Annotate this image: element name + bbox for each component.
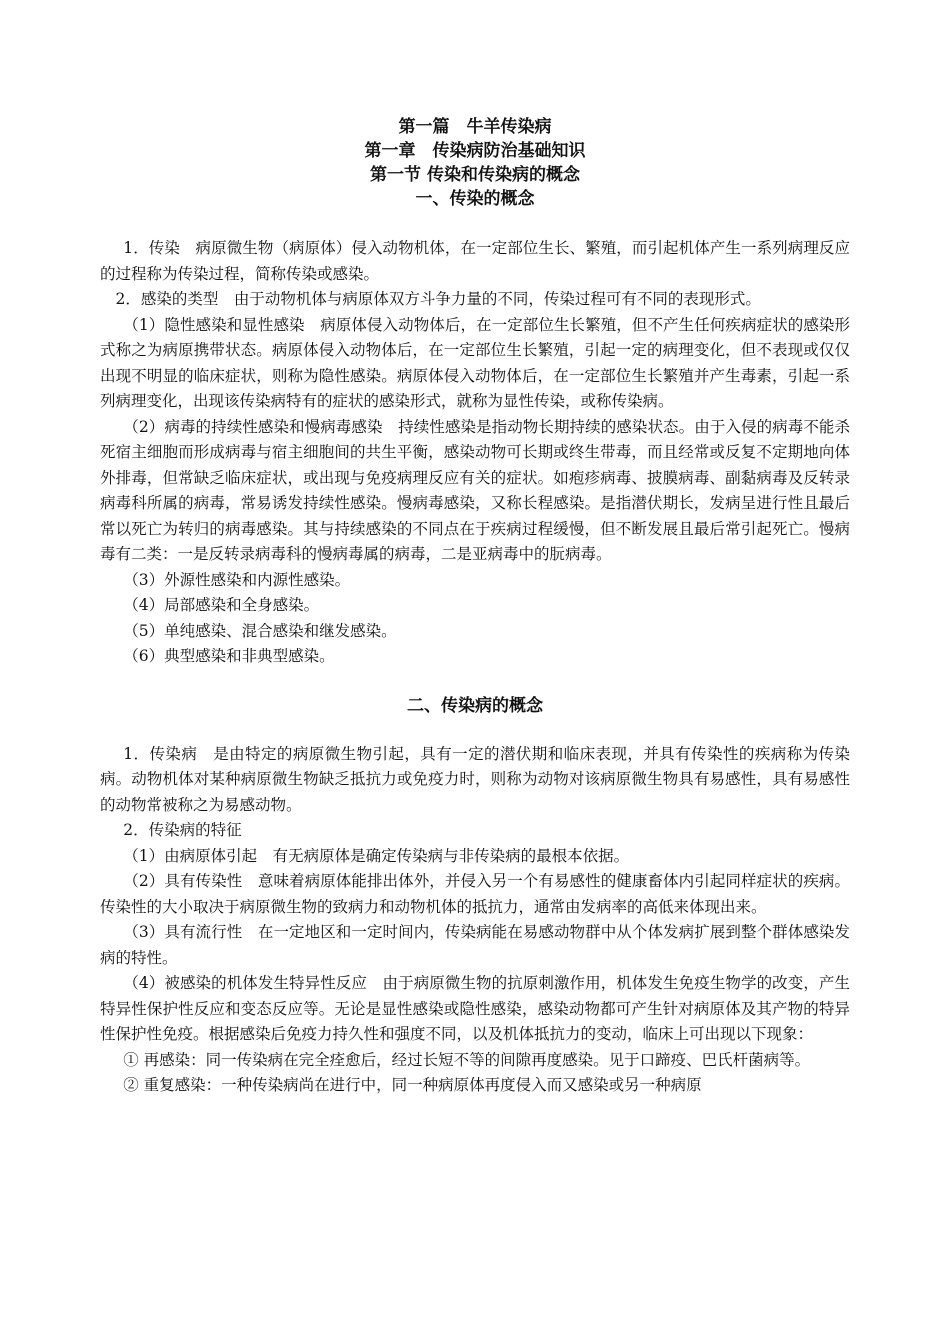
list-item: ① 再感染：同一传染病在完全痊愈后，经过长短不等的间隙再度感染。见于口蹄疫、巴氏杆菌病等。 [123,1050,811,1069]
paragraph: 1．传染 病原微生物（病原体）侵入动物机体，在一定部位生长、繁殖，而引起机体产生一系列病理反应的过程称为传染过程，简称传染或感染。 [100,239,850,283]
paragraph: （1）由病原体引起 有无病原体是确定传染病与非传染病的最根本依据。 [123,846,630,865]
part-title: 第一篇 牛羊传染病 [398,117,552,137]
paragraph: 1．传染病 是由特定的病原微生物引起，具有一定的潜伏期和临床表现，并具有传染性的疾病称为传染病。动物机体对某种病原微生物缺乏抵抗力或免疫力时，则称为动物对该病原微生物具有易感性，具有易感性的动物常被称之为易感动物。 [100,744,850,814]
chapter-title: 第一章 传染病防治基础知识 [364,141,586,161]
list-item: （3）外源性感染和内源性感染。 [123,570,351,589]
document-body [100,236,850,1099]
subsection-title-2: 二、传染病的概念 [407,695,543,716]
paragraph: （1）隐性感染和显性感染 病原体侵入动物体后，在一定部位生长繁殖，但不产生任何疾病症状的感染形式称之为病原携带状态。病原体侵入动物体后，在一定部位生长繁殖，引起一定的病理变化，但不表现或仅仅出现不明显的临床症状，则称为隐性感染。病原体侵入动物体后，在一定部位生长繁殖并产生毒素，引起一系列病理变化，出现该传染病特有的症状的感染形式，就称为显性传染，或称传染病。 [100,315,850,410]
subsection-title-1: 一、传染的概念 [415,189,535,209]
list-item: （4）局部感染和全身感染。 [123,596,320,614]
heading-block [0,115,950,211]
paragraph: （2）具有传染性 意味着病原体能排出体外，并侵入另一个有易感性的健康畜体内引起同样症状的疾病。传染性的大小取决于病原微生物的致病力和动物机体的抵抗力，通常由发病率的高低来体现出来。 [100,872,850,916]
paragraph: 2．传染病的特征 [123,821,242,839]
list-item: （6）典型感染和非典型感染。 [123,647,335,665]
paragraph: （3）具有流行性 在一定地区和一定时间内，传染病能在易感动物群中从个体发病扩展到整个群体感染发病的特性。 [100,923,850,967]
paragraph: （2）病毒的持续性感染和慢病毒感染 持续性感染是指动物长期持续的感染状态。由于入侵的病毒不能杀死宿主细胞而形成病毒与宿主细胞间的共生平衡，感染动物可长期或终生带毒，而且经常或反复不定期地向体外排毒，但常缺乏临床症状，或出现与免疫病理反应有关的症状。如疱疹病毒、披膜病毒、副黏病毒及反转录病毒科所属的病毒，常易诱发持续性感染。慢病毒感染，又称长程感染。是指潜伏期长，发病呈进行性且最后常以死亡为转归的病毒感染。其与持续感染的不同点在于疾病过程缓慢，但不断发展且最后常引起死亡。慢病毒有二类：一是反转录病毒科的慢病毒属的病毒，二是亚病毒中的朊病毒。 [100,417,850,563]
paragraph: （4）被感染的机体发生特异性反应 由于病原微生物的抗原刺激作用，机体发生免疫生物学的改变，产生特异性保护性反应和变态反应等。无论是显性感染或隐性感染，感染动物都可产生针对病原体及其产物的特异性保护性免疫。根据感染后免疫力持久性和强度不同，以及机体抵抗力的变动，临床上可出现以下现象： [100,974,850,1043]
list-item: （5）单纯感染、混合感染和继发感染。 [123,621,397,640]
list-item: ② 重复感染：一种传染病尚在进行中，同一种病原体再度侵入而又感染或另一种病原 [123,1076,702,1094]
section-title: 第一节 传染和传染病的概念 [370,165,580,185]
paragraph: 2．感染的类型 由于动物机体与病原体双方斗争力量的不同，传染过程可有不同的表现形式。 [115,290,761,308]
